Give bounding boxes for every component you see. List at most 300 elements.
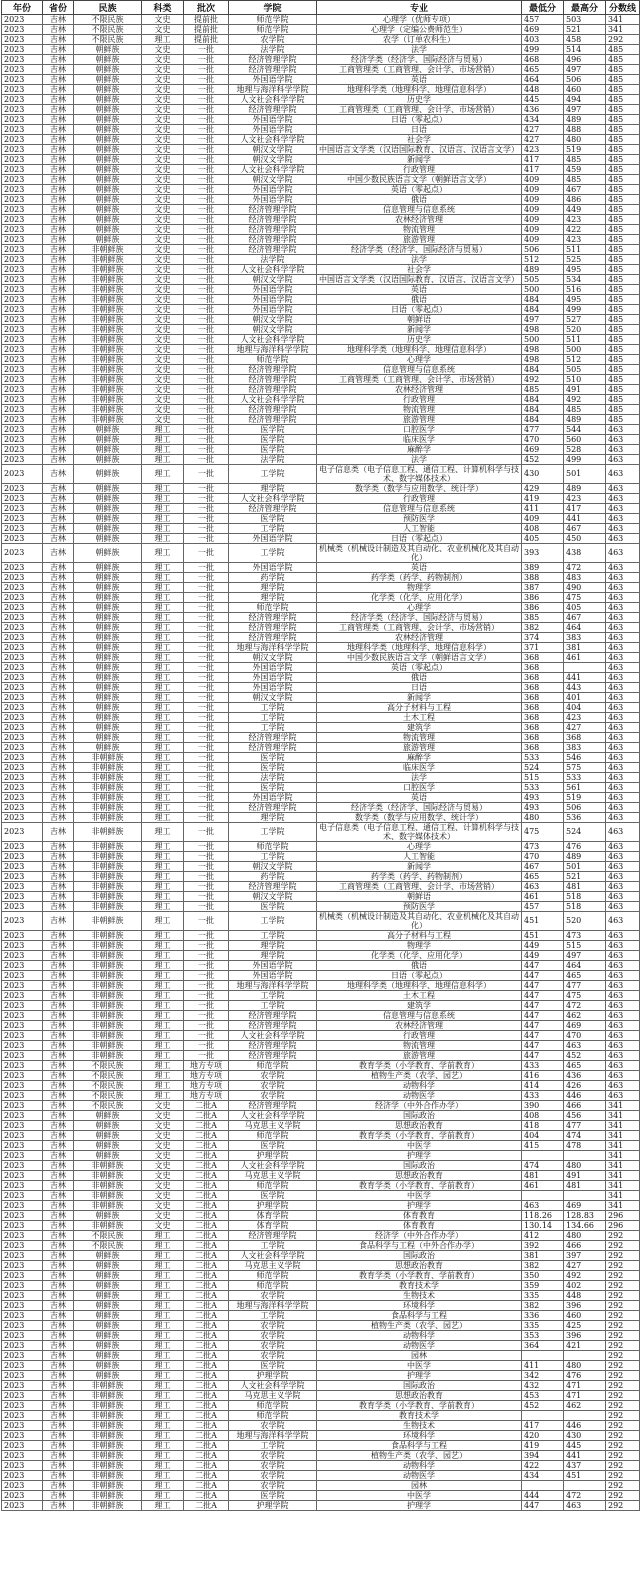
min-score-cell: 409 xyxy=(522,205,564,215)
table-row xyxy=(2,75,640,85)
max-score-cell: 475 xyxy=(564,593,606,603)
year-cell: 2023 xyxy=(2,1181,43,1191)
table-row xyxy=(2,623,640,633)
college-cell: 经济管理学院 xyxy=(229,415,317,425)
max-score-cell: 494 xyxy=(564,95,606,105)
province-cell: 吉林 xyxy=(43,275,74,285)
subject-type-cell: 理工 xyxy=(142,1471,184,1481)
table-row xyxy=(2,663,640,673)
batch-cell: 一批 xyxy=(184,345,229,355)
batch-cell: 一批 xyxy=(184,215,229,225)
header-year: 年份 xyxy=(2,1,43,15)
batch-cell: 二批A xyxy=(184,1301,229,1311)
major-cell: 思想政治教育 xyxy=(317,1121,522,1131)
table-row xyxy=(2,1191,640,1201)
min-score-cell: 515 xyxy=(522,773,564,783)
subject-type-cell: 理工 xyxy=(142,1061,184,1071)
subject-type-cell: 理工 xyxy=(142,643,184,653)
province-cell: 吉林 xyxy=(43,25,74,35)
subject-type-cell: 理工 xyxy=(142,425,184,435)
max-score-cell: 521 xyxy=(564,25,606,35)
college-cell: 经济管理学院 xyxy=(229,215,317,225)
year-cell: 2023 xyxy=(2,145,43,155)
year-cell: 2023 xyxy=(2,813,43,823)
max-score-cell: 492 xyxy=(564,395,606,405)
year-cell: 2023 xyxy=(2,673,43,683)
year-cell: 2023 xyxy=(2,225,43,235)
college-cell: 农学院 xyxy=(229,1461,317,1471)
major-cell: 动物科学 xyxy=(317,1331,522,1341)
cutoff-cell: 463 xyxy=(606,852,640,862)
college-cell: 体育学院 xyxy=(229,1221,317,1231)
batch-cell: 一批 xyxy=(184,175,229,185)
province-cell: 吉林 xyxy=(43,1391,74,1401)
year-cell: 2023 xyxy=(2,544,43,563)
major-cell: 教育学类（小学教育、学前教育） xyxy=(317,1271,522,1281)
year-cell: 2023 xyxy=(2,1331,43,1341)
cutoff-cell: 292 xyxy=(606,1411,640,1421)
year-cell: 2023 xyxy=(2,623,43,633)
table-row xyxy=(2,1351,640,1361)
min-score-cell: 447 xyxy=(522,991,564,1001)
subject-type-cell: 文史 xyxy=(142,365,184,375)
ethnicity-cell: 朝鲜族 xyxy=(74,235,142,245)
cutoff-cell: 485 xyxy=(606,305,640,315)
year-cell: 2023 xyxy=(2,723,43,733)
min-score-cell: 463 xyxy=(522,882,564,892)
major-cell: 旅游管理 xyxy=(317,235,522,245)
max-score-cell: 499 xyxy=(564,455,606,465)
cutoff-cell: 463 xyxy=(606,981,640,991)
year-cell: 2023 xyxy=(2,1411,43,1421)
batch-cell: 一批 xyxy=(184,593,229,603)
min-score-cell: 447 xyxy=(522,1041,564,1051)
college-cell: 经济管理学院 xyxy=(229,225,317,235)
min-score-cell: 403 xyxy=(522,35,564,45)
province-cell: 吉林 xyxy=(43,583,74,593)
max-score-cell: 492 xyxy=(564,1271,606,1281)
province-cell: 吉林 xyxy=(43,405,74,415)
province-cell: 吉林 xyxy=(43,872,74,882)
batch-cell: 一批 xyxy=(184,355,229,365)
batch-cell: 一批 xyxy=(184,663,229,673)
batch-cell: 一批 xyxy=(184,95,229,105)
max-score-cell: 466 xyxy=(564,1241,606,1251)
subject-type-cell: 理工 xyxy=(142,1021,184,1031)
subject-type-cell: 文史 xyxy=(142,315,184,325)
province-cell: 吉林 xyxy=(43,1091,74,1101)
cutoff-cell: 485 xyxy=(606,85,640,95)
province-cell: 吉林 xyxy=(43,623,74,633)
batch-cell: 二批A xyxy=(184,1421,229,1431)
max-score-cell: 423 xyxy=(564,215,606,225)
batch-cell: 一批 xyxy=(184,385,229,395)
max-score-cell: 472 xyxy=(564,1001,606,1011)
major-cell: 工商管理类（工商管理、会计学、市场营销） xyxy=(317,375,522,385)
year-cell: 2023 xyxy=(2,981,43,991)
table-row xyxy=(2,165,640,175)
year-cell: 2023 xyxy=(2,205,43,215)
subject-type-cell: 文史 xyxy=(142,155,184,165)
max-score-cell: 463 xyxy=(564,1501,606,1511)
college-cell: 医学院 xyxy=(229,425,317,435)
min-score-cell: 415 xyxy=(522,1141,564,1151)
max-score-cell: 404 xyxy=(564,703,606,713)
province-cell: 吉林 xyxy=(43,225,74,235)
min-score-cell: 470 xyxy=(522,852,564,862)
cutoff-cell: 463 xyxy=(606,544,640,563)
table-row xyxy=(2,1311,640,1321)
min-score-cell: 493 xyxy=(522,793,564,803)
subject-type-cell: 理工 xyxy=(142,653,184,663)
min-score-cell: 484 xyxy=(522,415,564,425)
major-cell: 口腔医学 xyxy=(317,425,522,435)
year-cell: 2023 xyxy=(2,514,43,524)
college-cell: 医学院 xyxy=(229,1361,317,1371)
max-score-cell: 480 xyxy=(564,1361,606,1371)
subject-type-cell: 理工 xyxy=(142,1261,184,1271)
batch-cell: 一批 xyxy=(184,415,229,425)
major-cell: 思想政治教育 xyxy=(317,1391,522,1401)
ethnicity-cell: 朝鲜族 xyxy=(74,1351,142,1361)
college-cell: 经济管理学院 xyxy=(229,235,317,245)
major-cell: 动物科学 xyxy=(317,1461,522,1471)
cutoff-cell: 292 xyxy=(606,1351,640,1361)
year-cell: 2023 xyxy=(2,912,43,931)
batch-cell: 一批 xyxy=(184,145,229,155)
min-score-cell: 464 xyxy=(522,75,564,85)
ethnicity-cell: 非朝鲜族 xyxy=(74,1001,142,1011)
subject-type-cell: 理工 xyxy=(142,514,184,524)
ethnicity-cell: 非朝鲜族 xyxy=(74,335,142,345)
major-cell: 经济学类（经济学、国际经济与贸易） xyxy=(317,613,522,623)
max-score-cell: 427 xyxy=(564,1261,606,1271)
batch-cell: 一批 xyxy=(184,225,229,235)
major-cell: 信息管理与信息系统 xyxy=(317,1011,522,1021)
major-cell: 工商管理类（工商管理、会计学、市场营销） xyxy=(317,882,522,892)
year-cell: 2023 xyxy=(2,961,43,971)
college-cell: 经济管理学院 xyxy=(229,385,317,395)
college-cell: 外国语学院 xyxy=(229,563,317,573)
cutoff-cell: 463 xyxy=(606,862,640,872)
min-score-cell: 409 xyxy=(522,195,564,205)
cutoff-cell: 463 xyxy=(606,971,640,981)
max-score-cell: 519 xyxy=(564,793,606,803)
table-row xyxy=(2,1181,640,1191)
year-cell: 2023 xyxy=(2,15,43,25)
subject-type-cell: 文史 xyxy=(142,135,184,145)
table-row xyxy=(2,653,640,663)
province-cell: 吉林 xyxy=(43,1101,74,1111)
college-cell: 师范学院 xyxy=(229,603,317,613)
cutoff-cell: 463 xyxy=(606,653,640,663)
batch-cell: 一批 xyxy=(184,643,229,653)
province-cell: 吉林 xyxy=(43,1371,74,1381)
cutoff-cell: 485 xyxy=(606,145,640,155)
ethnicity-cell: 非朝鲜族 xyxy=(74,265,142,275)
ethnicity-cell: 非朝鲜族 xyxy=(74,1471,142,1481)
max-score-cell: 481 xyxy=(564,882,606,892)
college-cell: 工学院 xyxy=(229,991,317,1001)
major-cell: 经济学（中外合作办学） xyxy=(317,1101,522,1111)
cutoff-cell: 463 xyxy=(606,892,640,902)
ethnicity-cell: 朝鲜族 xyxy=(74,1131,142,1141)
table-row xyxy=(2,1141,640,1151)
ethnicity-cell: 朝鲜族 xyxy=(74,165,142,175)
batch-cell: 一批 xyxy=(184,941,229,951)
college-cell: 农学院 xyxy=(229,1291,317,1301)
batch-cell: 一批 xyxy=(184,1051,229,1061)
college-cell: 人文社会科学学院 xyxy=(229,395,317,405)
major-cell: 护理学 xyxy=(317,1151,522,1161)
ethnicity-cell: 非朝鲜族 xyxy=(74,1481,142,1491)
college-cell: 经济管理学院 xyxy=(229,105,317,115)
table-row xyxy=(2,415,640,425)
ethnicity-cell: 朝鲜族 xyxy=(74,653,142,663)
year-cell: 2023 xyxy=(2,1141,43,1151)
min-score-cell: 432 xyxy=(522,1381,564,1391)
year-cell: 2023 xyxy=(2,753,43,763)
min-score-cell: 409 xyxy=(522,235,564,245)
batch-cell: 一批 xyxy=(184,305,229,315)
min-score-cell: 335 xyxy=(522,1321,564,1331)
max-score-cell: 422 xyxy=(564,225,606,235)
max-score-cell: 497 xyxy=(564,951,606,961)
table-row xyxy=(2,633,640,643)
batch-cell: 一批 xyxy=(184,743,229,753)
province-cell: 吉林 xyxy=(43,355,74,365)
major-cell: 教育技术学 xyxy=(317,1411,522,1421)
subject-type-cell: 理工 xyxy=(142,1441,184,1451)
min-score-cell: 444 xyxy=(522,1491,564,1501)
batch-cell: 一批 xyxy=(184,872,229,882)
batch-cell: 一批 xyxy=(184,255,229,265)
min-score-cell: 445 xyxy=(522,95,564,105)
province-cell: 吉林 xyxy=(43,245,74,255)
min-score-cell: 427 xyxy=(522,135,564,145)
subject-type-cell: 文史 xyxy=(142,395,184,405)
subject-type-cell: 文史 xyxy=(142,185,184,195)
ethnicity-cell: 朝鲜族 xyxy=(74,1371,142,1381)
province-cell: 吉林 xyxy=(43,1311,74,1321)
college-cell: 经济管理学院 xyxy=(229,375,317,385)
min-score-cell: 353 xyxy=(522,1331,564,1341)
max-score-cell: 515 xyxy=(564,941,606,951)
table-row xyxy=(2,1121,640,1131)
table-row xyxy=(2,803,640,813)
ethnicity-cell: 朝鲜族 xyxy=(74,703,142,713)
table-row xyxy=(2,1001,640,1011)
province-cell: 吉林 xyxy=(43,65,74,75)
max-score-cell: 466 xyxy=(564,1101,606,1111)
ethnicity-cell: 非朝鲜族 xyxy=(74,385,142,395)
batch-cell: 二批A xyxy=(184,1361,229,1371)
subject-type-cell: 理工 xyxy=(142,1351,184,1361)
batch-cell: 一批 xyxy=(184,465,229,484)
subject-type-cell: 理工 xyxy=(142,1501,184,1511)
max-score-cell: 383 xyxy=(564,743,606,753)
cutoff-cell: 341 xyxy=(606,1131,640,1141)
cutoff-cell: 292 xyxy=(606,1291,640,1301)
table-row xyxy=(2,1231,640,1241)
province-cell: 吉林 xyxy=(43,455,74,465)
min-score-cell: 386 xyxy=(522,603,564,613)
batch-cell: 一批 xyxy=(184,673,229,683)
province-cell: 吉林 xyxy=(43,573,74,583)
table-row xyxy=(2,1171,640,1181)
min-score-cell: 447 xyxy=(522,971,564,981)
major-cell: 化学类（化学、应用化学） xyxy=(317,593,522,603)
max-score-cell: 546 xyxy=(564,753,606,763)
max-score-cell: 396 xyxy=(564,1301,606,1311)
max-score-cell: 467 xyxy=(564,613,606,623)
year-cell: 2023 xyxy=(2,85,43,95)
year-cell: 2023 xyxy=(2,1491,43,1501)
year-cell: 2023 xyxy=(2,852,43,862)
subject-type-cell: 理工 xyxy=(142,1401,184,1411)
cutoff-cell: 463 xyxy=(606,1061,640,1071)
ethnicity-cell: 不限民族 xyxy=(74,1241,142,1251)
min-score-cell: 393 xyxy=(522,544,564,563)
cutoff-cell: 463 xyxy=(606,583,640,593)
year-cell: 2023 xyxy=(2,1401,43,1411)
major-cell: 化学类（化学、应用化学） xyxy=(317,951,522,961)
major-cell: 旅游管理 xyxy=(317,415,522,425)
batch-cell: 一批 xyxy=(184,245,229,255)
major-cell: 行政管理 xyxy=(317,1031,522,1041)
year-cell: 2023 xyxy=(2,1001,43,1011)
major-cell: 法学 xyxy=(317,45,522,55)
batch-cell: 二批A xyxy=(184,1461,229,1471)
province-cell: 吉林 xyxy=(43,882,74,892)
subject-type-cell: 理工 xyxy=(142,813,184,823)
cutoff-cell: 463 xyxy=(606,445,640,455)
batch-cell: 一批 xyxy=(184,1031,229,1041)
cutoff-cell: 341 xyxy=(606,1171,640,1181)
min-score-cell: 419 xyxy=(522,1441,564,1451)
ethnicity-cell: 非朝鲜族 xyxy=(74,803,142,813)
batch-cell: 一批 xyxy=(184,125,229,135)
province-cell: 吉林 xyxy=(43,1271,74,1281)
subject-type-cell: 文史 xyxy=(142,1131,184,1141)
batch-cell: 二批A xyxy=(184,1181,229,1191)
subject-type-cell: 理工 xyxy=(142,573,184,583)
cutoff-cell: 292 xyxy=(606,1431,640,1441)
ethnicity-cell: 非朝鲜族 xyxy=(74,1431,142,1441)
college-cell: 外国语学院 xyxy=(229,683,317,693)
college-cell: 朝汉文学院 xyxy=(229,145,317,155)
batch-cell: 一批 xyxy=(184,573,229,583)
subject-type-cell: 理工 xyxy=(142,783,184,793)
subject-type-cell: 理工 xyxy=(142,683,184,693)
max-score-cell: 560 xyxy=(564,435,606,445)
min-score-cell: 457 xyxy=(522,902,564,912)
year-cell: 2023 xyxy=(2,1431,43,1441)
table-row xyxy=(2,305,640,315)
max-score-cell: 495 xyxy=(564,265,606,275)
table-row xyxy=(2,295,640,305)
subject-type-cell: 理工 xyxy=(142,593,184,603)
table-row xyxy=(2,862,640,872)
max-score-cell: 521 xyxy=(564,872,606,882)
batch-cell: 一批 xyxy=(184,583,229,593)
table-row xyxy=(2,842,640,852)
province-cell: 吉林 xyxy=(43,733,74,743)
cutoff-cell: 341 xyxy=(606,1181,640,1191)
year-cell: 2023 xyxy=(2,365,43,375)
cutoff-cell: 485 xyxy=(606,295,640,305)
table-row xyxy=(2,1291,640,1301)
min-score-cell: 465 xyxy=(522,872,564,882)
major-cell: 建筑学 xyxy=(317,1001,522,1011)
college-cell: 医学院 xyxy=(229,1141,317,1151)
cutoff-cell: 485 xyxy=(606,55,640,65)
cutoff-cell: 485 xyxy=(606,365,640,375)
cutoff-cell: 485 xyxy=(606,335,640,345)
ethnicity-cell: 朝鲜族 xyxy=(74,1261,142,1271)
college-cell: 经济管理学院 xyxy=(229,365,317,375)
year-cell: 2023 xyxy=(2,931,43,941)
cutoff-cell: 463 xyxy=(606,673,640,683)
min-score-cell: 412 xyxy=(522,1231,564,1241)
cutoff-cell: 463 xyxy=(606,1051,640,1061)
subject-type-cell: 文史 xyxy=(142,45,184,55)
major-cell: 英语（零起点） xyxy=(317,185,522,195)
table-row xyxy=(2,135,640,145)
cutoff-cell: 463 xyxy=(606,1021,640,1031)
cutoff-cell: 485 xyxy=(606,285,640,295)
table-row xyxy=(2,882,640,892)
batch-cell: 二批A xyxy=(184,1291,229,1301)
ethnicity-cell: 朝鲜族 xyxy=(74,175,142,185)
college-cell: 人文社会科学学院 xyxy=(229,265,317,275)
batch-cell: 一批 xyxy=(184,504,229,514)
ethnicity-cell: 朝鲜族 xyxy=(74,1291,142,1301)
major-cell: 地理科学类（地理科学、地理信息科学） xyxy=(317,85,522,95)
ethnicity-cell: 朝鲜族 xyxy=(74,195,142,205)
min-score-cell: 430 xyxy=(522,465,564,484)
ethnicity-cell: 不限民族 xyxy=(74,15,142,25)
table-row xyxy=(2,593,640,603)
college-cell: 朝汉文学院 xyxy=(229,275,317,285)
batch-cell: 二批A xyxy=(184,1381,229,1391)
table-row xyxy=(2,713,640,723)
college-cell: 医学院 xyxy=(229,763,317,773)
table-row xyxy=(2,783,640,793)
batch-cell: 二批A xyxy=(184,1371,229,1381)
max-score-cell xyxy=(564,1151,606,1161)
max-score-cell: 477 xyxy=(564,1121,606,1131)
batch-cell: 一批 xyxy=(184,1041,229,1051)
subject-type-cell: 理工 xyxy=(142,435,184,445)
ethnicity-cell: 非朝鲜族 xyxy=(74,1381,142,1391)
ethnicity-cell: 非朝鲜族 xyxy=(74,912,142,931)
max-score-cell: 520 xyxy=(564,325,606,335)
subject-type-cell: 理工 xyxy=(142,1091,184,1101)
college-cell: 药学院 xyxy=(229,872,317,882)
major-cell: 中国少数民族语言文学（朝鲜语言文学） xyxy=(317,175,522,185)
year-cell: 2023 xyxy=(2,195,43,205)
min-score-cell: 371 xyxy=(522,643,564,653)
province-cell: 吉林 xyxy=(43,842,74,852)
year-cell: 2023 xyxy=(2,1081,43,1091)
ethnicity-cell: 非朝鲜族 xyxy=(74,325,142,335)
max-score-cell: 489 xyxy=(564,115,606,125)
subject-type-cell: 文史 xyxy=(142,415,184,425)
table-row xyxy=(2,892,640,902)
year-cell: 2023 xyxy=(2,504,43,514)
table-row xyxy=(2,1441,640,1451)
